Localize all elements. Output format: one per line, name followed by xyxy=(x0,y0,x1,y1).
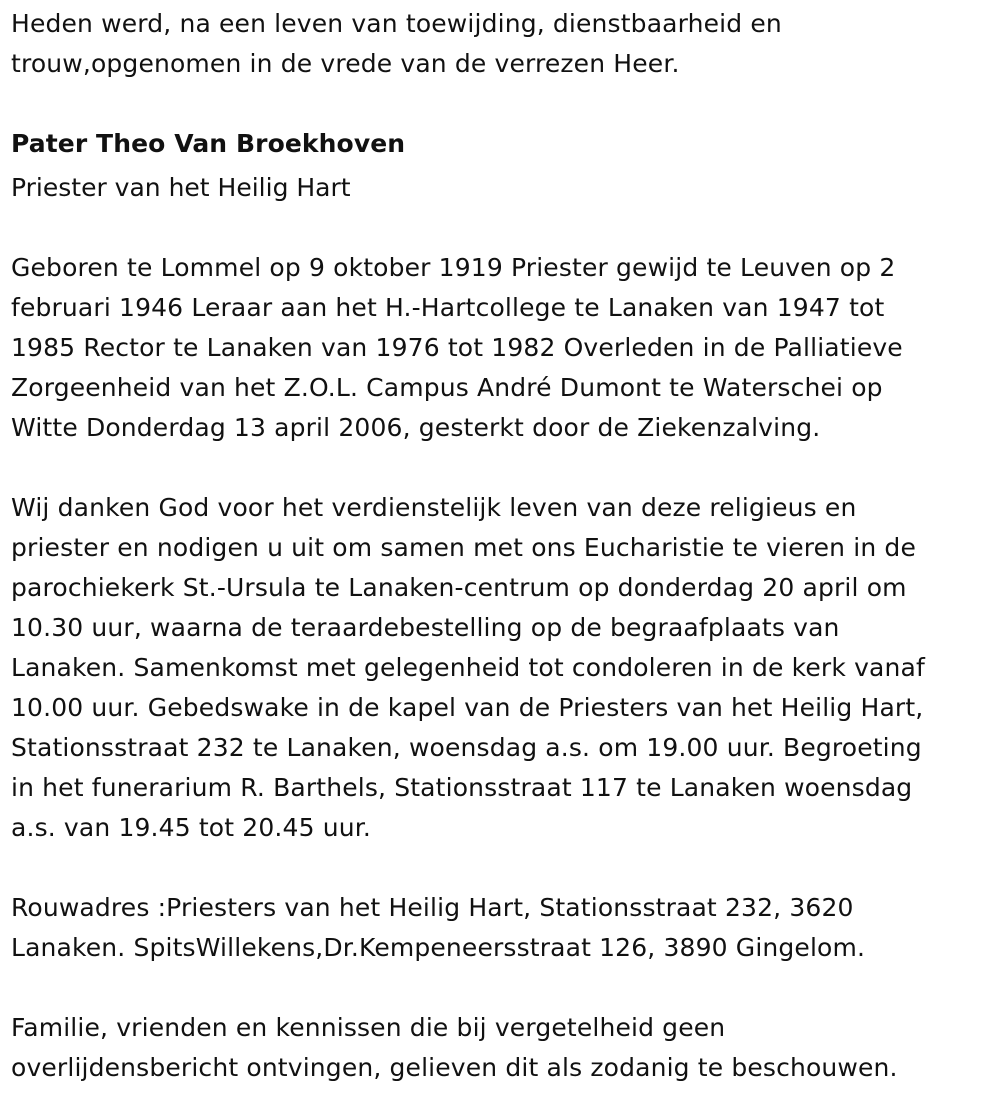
address-line: Rouwadres :Priesters van het Heilig Hart, Stationsstraat 232, 3620 xyxy=(11,893,854,922)
biography-line: 1985 Rector te Lanaken van 1976 tot 1982 Overleden in de Palliatieve xyxy=(11,333,903,362)
biography-line: februari 1946 Leraar aan het H.-Hartcollege te Lanaken van 1947 tot xyxy=(11,293,885,322)
ceremony-line: Stationsstraat 232 te Lanaken, woensdag a.s. om 19.00 uur. Begroeting xyxy=(11,733,922,762)
spacer xyxy=(11,448,991,488)
intro-line: Heden werd, na een leven van toewijding, dienstbaarheid en xyxy=(11,9,782,38)
ceremony-line: in het funerarium R. Barthels, Stationsstraat 117 te Lanaken woensdag xyxy=(11,773,913,802)
ceremony-line: a.s. van 19.45 tot 20.45 uur. xyxy=(11,813,371,842)
intro-paragraph xyxy=(11,4,991,84)
ceremony-paragraph xyxy=(11,488,991,848)
deceased-name: Pater Theo Van Broekhoven xyxy=(11,129,406,158)
spacer xyxy=(11,84,991,124)
biography-line: Zorgeenheid van het Z.O.L. Campus André Dumont te Waterschei op xyxy=(11,373,883,402)
obituary-notice xyxy=(11,4,991,1088)
address-paragraph xyxy=(11,888,991,968)
deceased-title: Priester van het Heilig Hart xyxy=(11,173,351,202)
closing-line: Familie, vrienden en kennissen die bij vergetelheid geen xyxy=(11,1013,726,1042)
ceremony-line: parochiekerk St.-Ursula te Lanaken-centrum op donderdag 20 april om xyxy=(11,573,907,602)
biography-paragraph xyxy=(11,248,991,448)
spacer xyxy=(11,208,991,248)
ceremony-line: 10.00 uur. Gebedswake in de kapel van de Priesters van het Heilig Hart, xyxy=(11,693,924,722)
closing-paragraph xyxy=(11,1008,991,1088)
intro-line: trouw,opgenomen in de vrede van de verrezen Heer. xyxy=(11,49,680,78)
spacer xyxy=(11,848,991,888)
ceremony-line: Lanaken. Samenkomst met gelegenheid tot condoleren in de kerk vanaf xyxy=(11,653,925,682)
ceremony-line: Wij danken God voor het verdienstelijk leven van deze religieus en xyxy=(11,493,857,522)
address-line: Lanaken. SpitsWillekens,Dr.Kempeneersstraat 126, 3890 Gingelom. xyxy=(11,933,866,962)
ceremony-line: priester en nodigen u uit om samen met ons Eucharistie te vieren in de xyxy=(11,533,916,562)
spacer xyxy=(11,968,991,1008)
ceremony-line: 10.30 uur, waarna de teraardebestelling op de begraafplaats van xyxy=(11,613,840,642)
biography-line: Witte Donderdag 13 april 2006, gesterkt door de Ziekenzalving. xyxy=(11,413,821,442)
closing-line: overlijdensbericht ontvingen, gelieven dit als zodanig te beschouwen. xyxy=(11,1053,898,1082)
biography-line: Geboren te Lommel op 9 oktober 1919 Priester gewijd te Leuven op 2 xyxy=(11,253,896,282)
